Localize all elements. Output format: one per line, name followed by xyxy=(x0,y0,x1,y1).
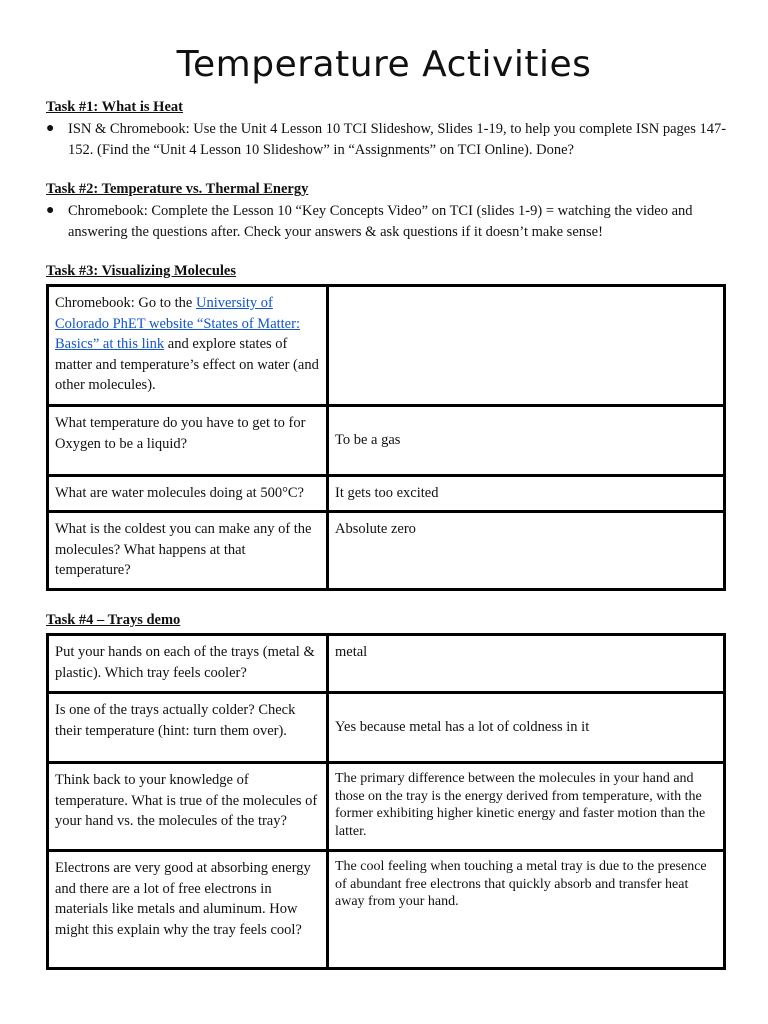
task3-intro-prefix: Chromebook: Go to the xyxy=(55,295,196,311)
task3-intro-cell xyxy=(48,286,328,406)
table-row xyxy=(48,635,725,693)
task3-a3[interactable]: Absolute zero xyxy=(328,512,725,590)
bullet-icon: ● xyxy=(46,121,55,136)
task3-intro-suffix: and explore states of matter and temperature’s effect on water (and other molecules). xyxy=(55,336,319,393)
task4-heading: Task #4 – Trays demo xyxy=(46,612,181,628)
task4-q4: Electrons are very good at absorbing energy and there are a lot of free electrons in materials like metals and aluminum. How might this explain why the tray feels cool? xyxy=(48,851,328,969)
task3-q3: What is the coldest you can make any of the molecules? What happens at that temperature? xyxy=(48,512,328,590)
task3-table xyxy=(46,284,726,591)
task1-heading: Task #1: What is Heat xyxy=(46,99,183,115)
task3-a1[interactable]: To be a gas xyxy=(328,406,725,476)
phet-link[interactable]: University of Colorado PhET website “States of Matter: Basics” at this link xyxy=(55,295,300,352)
task4-a1[interactable]: metal xyxy=(328,635,725,693)
task4-q2: Is one of the trays actually colder? Check their temperature (hint: turn them over). xyxy=(48,693,328,763)
table-row xyxy=(48,693,725,763)
table-row xyxy=(48,406,725,476)
task3-q2: What are water molecules doing at 500°C? xyxy=(48,476,328,512)
table-row xyxy=(48,763,725,851)
table-row xyxy=(48,286,725,406)
task1-bullet-text: ISN & Chromebook: Use the Unit 4 Lesson 10 TCI Slideshow, Slides 1-19, to help you complete ISN pages 147-152. (Find the “Unit 4 Lesson 10 Slideshow” in “Assignments” on TCI Online). Done? xyxy=(68,121,727,158)
table-row xyxy=(48,512,725,590)
bullet-icon: ● xyxy=(46,203,55,218)
task4-a4[interactable]: The cool feeling when touching a metal tray is due to the presence of abundant free electrons that quickly absorb and transfer heat away from your hand. xyxy=(328,851,725,969)
task4-table xyxy=(46,633,726,970)
page-title: Temperature Activities xyxy=(176,44,592,85)
task3-q1: What temperature do you have to get to for Oxygen to be a liquid? xyxy=(48,406,328,476)
task4-q1: Put your hands on each of the trays (metal & plastic). Which tray feels cooler? xyxy=(48,635,328,693)
table-row xyxy=(48,851,725,969)
task2-bullet xyxy=(46,201,736,242)
task2-bullet-text: Chromebook: Complete the Lesson 10 “Key Concepts Video” on TCI (slides 1-9) = watching the video and answering the questions after. Check your answers & ask questions if it doesn’t make sense! xyxy=(68,203,693,240)
task3-a2[interactable]: It gets too excited xyxy=(328,476,725,512)
task4-a3[interactable]: The primary difference between the molecules in your hand and those on the tray is the energy derived from temperature, with the former exhibiting higher kinetic energy and faster motion than the latter. xyxy=(328,763,725,851)
task2-heading: Task #2: Temperature vs. Thermal Energy xyxy=(46,181,309,197)
task4-a2[interactable]: Yes because metal has a lot of coldness in it xyxy=(328,693,725,763)
task3-heading: Task #3: Visualizing Molecules xyxy=(46,263,237,279)
task4-q3: Think back to your knowledge of temperature. What is true of the molecules of your hand vs. the molecules of the tray? xyxy=(48,763,328,851)
task1-bullet xyxy=(46,119,736,160)
table-row xyxy=(48,476,725,512)
task3-intro-answer-cell[interactable] xyxy=(328,286,725,406)
